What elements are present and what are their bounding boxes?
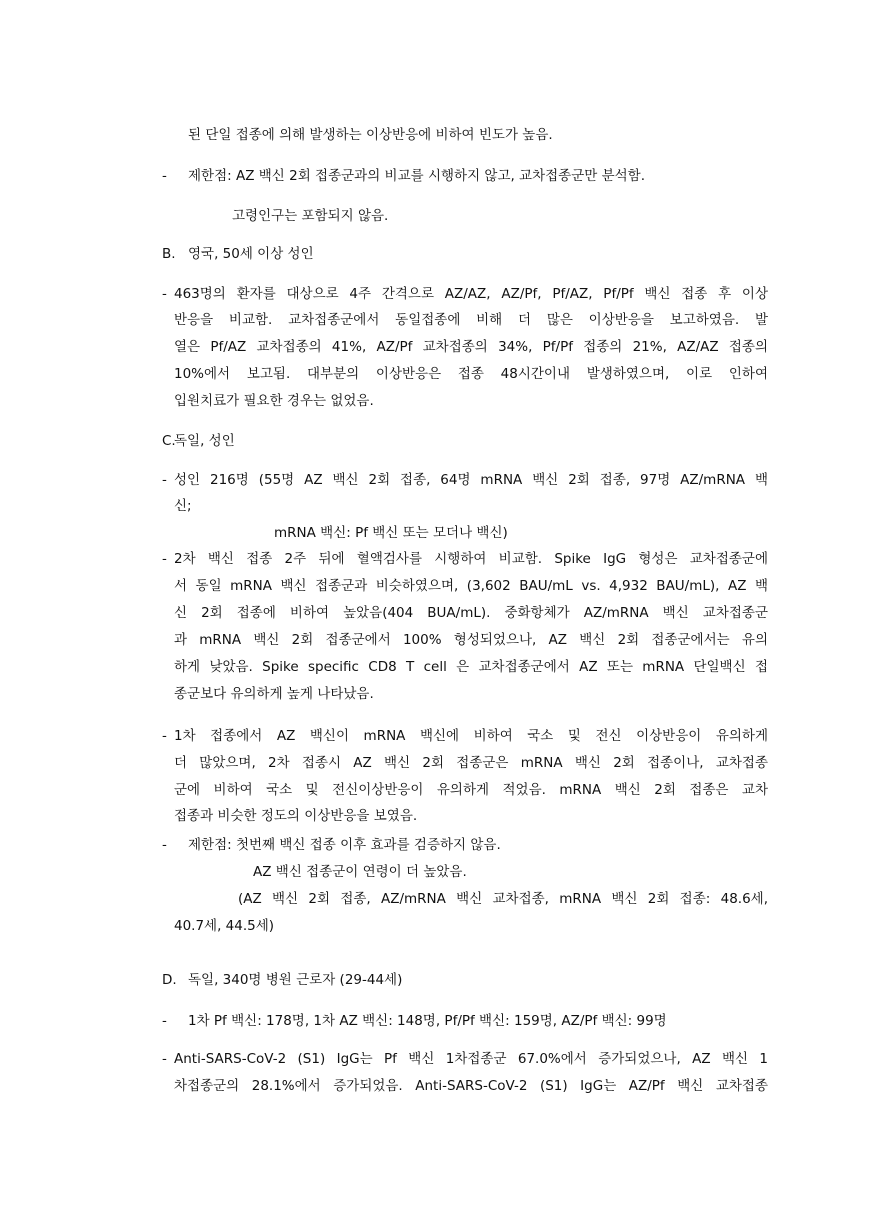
text-line: 열은 Pf/AZ 교차접종의 41%, AZ/Pf 교차접종의 34%, Pf/Pf 접종의 21%, AZ/AZ 접종의 [174, 339, 768, 355]
list-marker: C. [162, 433, 176, 449]
list-marker: B. [162, 246, 176, 262]
text-line: 차접종군의 28.1%에서 증가되었음. Anti-SARS-CoV-2 (S1) IgG는 AZ/Pf 백신 교차접종 [174, 1078, 768, 1094]
text-line: 제한점: AZ 백신 2회 접종군과의 비교를 시행하지 않고, 교차접종군만 분석함. [188, 168, 646, 184]
text-line: 된 단일 접종에 의해 발생하는 이상반응에 비하여 빈도가 높음. [188, 127, 553, 143]
text-line: 신 2회 접종에 비하여 높았음(404 BUA/mL). 중화항체가 AZ/mRNA 백신 교차접종군 [174, 605, 768, 621]
list-marker: - [162, 1051, 167, 1067]
list-marker: - [162, 551, 167, 567]
text-line: 40.7세, 44.5세) [174, 918, 275, 934]
text-line: 제한점: 첫번째 백신 접종 이후 효과를 검증하지 않음. [188, 837, 501, 853]
text-line: 2차 백신 접종 2주 뒤에 혈액검사를 시행하여 비교함. Spike IgG 형성은 교차접종군에 [174, 551, 768, 567]
list-marker: - [162, 837, 167, 853]
text-line: 입원치료가 필요한 경우는 없었음. [174, 393, 374, 409]
list-marker: D. [162, 972, 177, 988]
text-line: 더 많았으며, 2차 접종시 AZ 백신 2회 접종군은 mRNA 백신 2회 접종이나, 교차접종 [174, 755, 768, 771]
text-line: 서 동일 mRNA 백신 접종군과 비슷하였으며, (3,602 BAU/mL vs. 4,932 BAU/mL), AZ 백 [174, 578, 768, 594]
text-line: 영국, 50세 이상 성인 [188, 246, 314, 262]
text-line: AZ 백신 접종군이 연령이 더 높았음. [253, 864, 467, 880]
text-line: mRNA 백신: Pf 백신 또는 모더나 백신) [274, 525, 508, 541]
text-line: Anti-SARS-CoV-2 (S1) IgG는 Pf 백신 1차접종군 67.0%에서 증가되었으나, AZ 백신 1 [174, 1051, 768, 1067]
text-line: 463명의 환자를 대상으로 4주 간격으로 AZ/AZ, AZ/Pf, Pf/AZ, Pf/Pf 백신 접종 후 이상 [174, 286, 768, 302]
text-line: 1차 접종에서 AZ 백신이 mRNA 백신에 비하여 국소 및 전신 이상반응이 유의하게 [174, 728, 768, 744]
text-line: 독일, 성인 [174, 433, 235, 449]
text-line: 성인 216명 (55명 AZ 백신 2회 접종, 64명 mRNA 백신 2회 접종, 97명 AZ/mRNA 백 [174, 472, 768, 488]
text-line: 10%에서 보고됨. 대부분의 이상반응은 접종 48시간이내 발생하였으며, 이로 인하여 [174, 366, 768, 382]
text-line: (AZ 백신 2회 접종, AZ/mRNA 백신 교차접종, mRNA 백신 2회 접종: 48.6세, [238, 891, 768, 907]
text-line: 독일, 340명 병원 근로자 (29-44세) [188, 972, 403, 988]
text-line: 과 mRNA 백신 2회 접종군에서 100% 형성되었으나, AZ 백신 2회 접종군에서는 유의 [174, 632, 768, 648]
text-line: 하게 낮았음. Spike specific CD8 T cell 은 교차접종군에서 AZ 또는 mRNA 단일백신 접 [174, 659, 768, 675]
list-marker: - [162, 168, 167, 184]
text-line: 반응을 비교함. 교차접종군에서 동일접종에 비해 더 많은 이상반응을 보고하였음. 발 [174, 312, 768, 328]
text-line: 1차 Pf 백신: 178명, 1차 AZ 백신: 148명, Pf/Pf 백신: 159명, AZ/Pf 백신: 99명 [188, 1013, 667, 1029]
list-marker: - [162, 728, 167, 744]
text-line: 접종과 비슷한 정도의 이상반응을 보였음. [174, 808, 418, 824]
list-marker: - [162, 472, 167, 488]
text-line: 신; [174, 498, 192, 514]
list-marker: - [162, 286, 167, 302]
text-line: 군에 비하여 국소 및 전신이상반응이 유의하게 적었음. mRNA 백신 2회 접종은 교차 [174, 782, 768, 798]
list-marker: - [162, 1013, 167, 1029]
text-line: 고령인구는 포함되지 않음. [232, 208, 389, 224]
text-line: 종군보다 유의하게 높게 나타났음. [174, 686, 374, 702]
